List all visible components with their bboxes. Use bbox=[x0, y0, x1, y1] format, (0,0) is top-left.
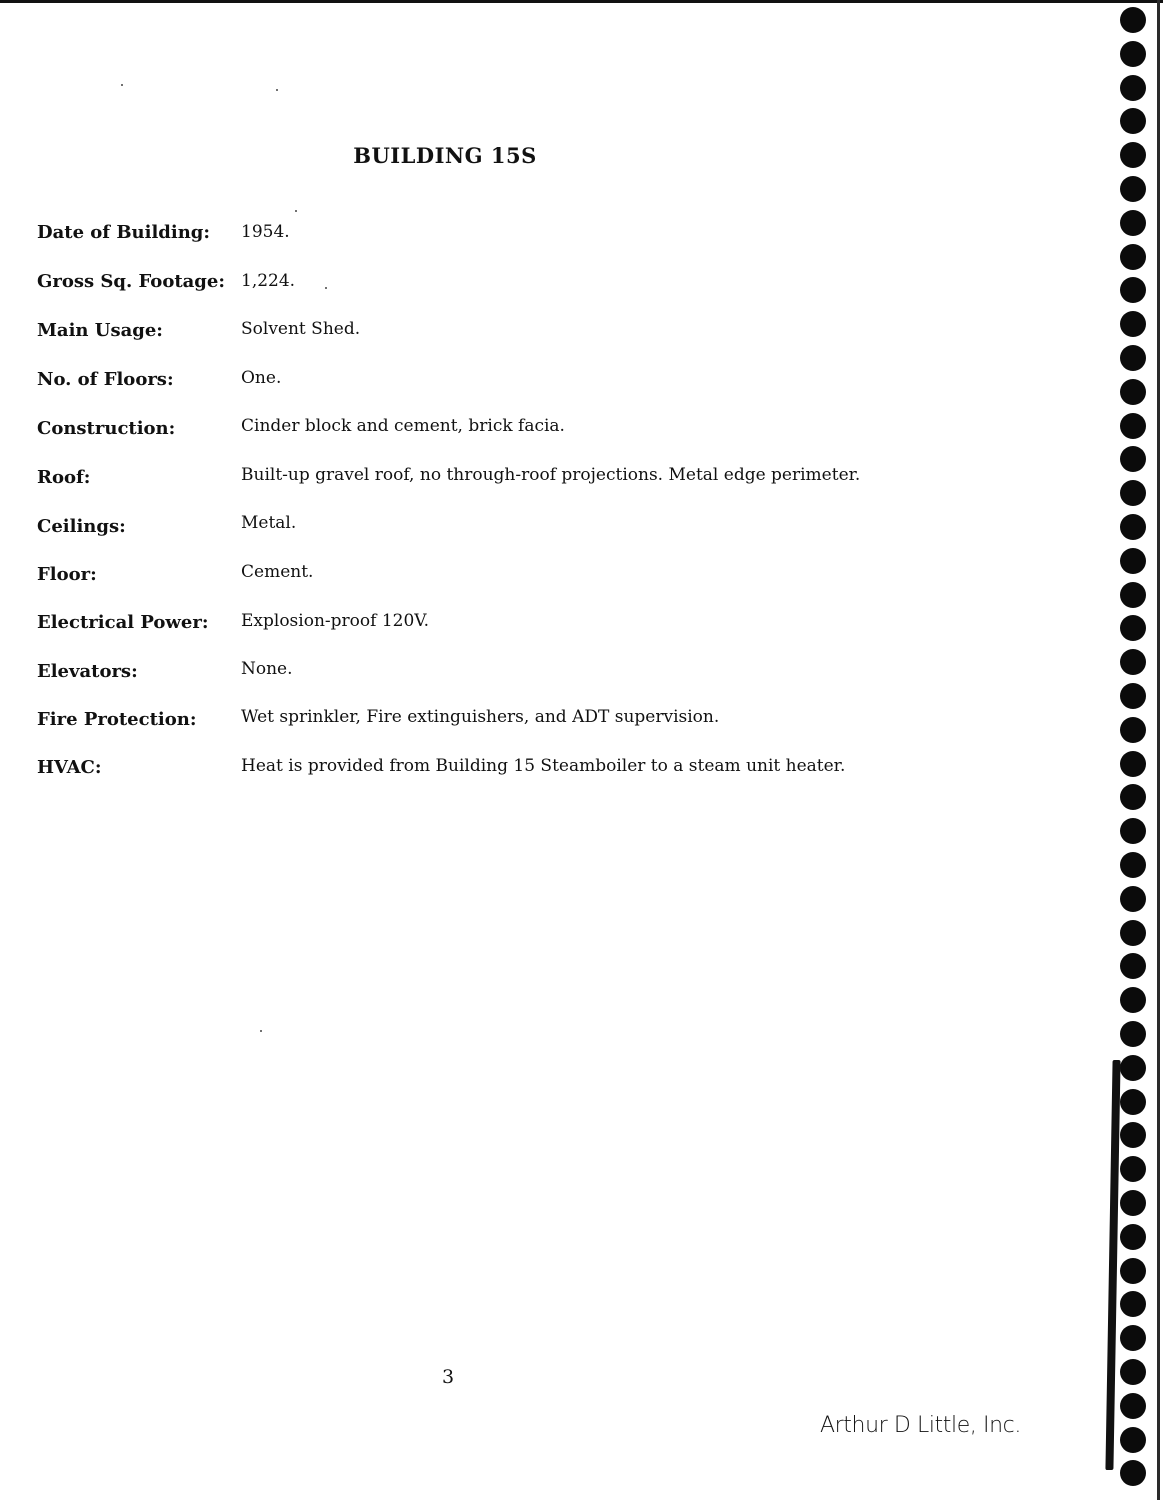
binding-hole bbox=[1120, 108, 1146, 134]
binding-bar bbox=[1105, 1060, 1120, 1470]
binding-hole bbox=[1120, 751, 1146, 777]
scan-speck bbox=[295, 210, 297, 212]
binding-hole bbox=[1120, 379, 1146, 405]
binding-hole bbox=[1120, 1055, 1146, 1081]
page-number: 3 bbox=[442, 1366, 455, 1388]
binding-hole bbox=[1120, 1427, 1146, 1453]
binding-hole bbox=[1120, 548, 1146, 574]
company-logo: Arthur D Little, Inc. bbox=[820, 1413, 1021, 1438]
binding-hole bbox=[1120, 649, 1146, 675]
binding-hole bbox=[1120, 480, 1146, 506]
binding-hole bbox=[1120, 1359, 1146, 1385]
field-label-roof: Roof: bbox=[37, 467, 91, 488]
binding-hole bbox=[1120, 514, 1146, 540]
scan-speck bbox=[325, 287, 327, 289]
field-label-electrical: Electrical Power: bbox=[37, 612, 209, 633]
binding-hole bbox=[1120, 1224, 1146, 1250]
binding-hole bbox=[1120, 176, 1146, 202]
page-edge-rule bbox=[1157, 0, 1160, 1500]
binding-hole bbox=[1120, 683, 1146, 709]
binding-hole bbox=[1120, 1325, 1146, 1351]
binding-hole bbox=[1120, 920, 1146, 946]
field-label-ceilings: Ceilings: bbox=[37, 516, 126, 537]
binding-hole bbox=[1120, 446, 1146, 472]
field-value-floors: One. bbox=[241, 368, 282, 388]
field-label-fire-protection: Fire Protection: bbox=[37, 709, 197, 730]
binding-hole bbox=[1120, 1291, 1146, 1317]
binding-hole bbox=[1120, 142, 1146, 168]
binding-hole bbox=[1120, 987, 1146, 1013]
field-label-elevators: Elevators: bbox=[37, 661, 138, 682]
scan-speck bbox=[121, 84, 123, 86]
binding-hole bbox=[1120, 413, 1146, 439]
binding-hole bbox=[1120, 277, 1146, 303]
binding-hole bbox=[1120, 886, 1146, 912]
field-label-date: Date of Building: bbox=[37, 222, 211, 243]
binding-hole bbox=[1120, 1190, 1146, 1216]
binding-hole bbox=[1120, 311, 1146, 337]
field-value-construction: Cinder block and cement, brick facia. bbox=[241, 416, 565, 436]
scan-speck bbox=[260, 1030, 262, 1032]
binding-hole bbox=[1120, 1122, 1146, 1148]
binding-hole bbox=[1120, 41, 1146, 67]
field-value-footage: 1,224. bbox=[241, 271, 296, 291]
field-label-construction: Construction: bbox=[37, 418, 176, 439]
field-label-usage: Main Usage: bbox=[37, 320, 163, 341]
binding-hole bbox=[1120, 953, 1146, 979]
binding-hole bbox=[1120, 1156, 1146, 1182]
field-label-floors: No. of Floors: bbox=[37, 369, 174, 390]
binding-hole bbox=[1120, 1258, 1146, 1284]
binding-hole bbox=[1120, 717, 1146, 743]
binding-hole bbox=[1120, 1021, 1146, 1047]
binding-hole bbox=[1120, 7, 1146, 33]
binding-hole bbox=[1120, 244, 1146, 270]
binding-hole bbox=[1120, 75, 1146, 101]
binding-hole bbox=[1120, 784, 1146, 810]
binding-hole bbox=[1120, 582, 1146, 608]
binding-hole bbox=[1120, 818, 1146, 844]
field-value-date: 1954. bbox=[241, 222, 290, 242]
binding-hole bbox=[1120, 1393, 1146, 1419]
field-value-usage: Solvent Shed. bbox=[241, 319, 361, 339]
field-value-fire-protection: Wet sprinkler, Fire extinguishers, and ADT supervision. bbox=[241, 707, 720, 727]
binding-hole bbox=[1120, 1460, 1146, 1486]
field-label-hvac: HVAC: bbox=[37, 757, 102, 778]
field-value-hvac: Heat is provided from Building 15 Steamboiler to a steam unit heater. bbox=[241, 756, 846, 776]
field-value-elevators: None. bbox=[241, 659, 293, 679]
scan-speck bbox=[276, 89, 278, 91]
field-value-ceilings: Metal. bbox=[241, 513, 297, 533]
page-title: BUILDING 15S bbox=[353, 143, 537, 168]
binding-hole bbox=[1120, 1089, 1146, 1115]
binding-hole bbox=[1120, 210, 1146, 236]
field-value-electrical: Explosion-proof 120V. bbox=[241, 611, 429, 631]
field-value-floor: Cement. bbox=[241, 562, 314, 582]
page-top-border bbox=[0, 0, 1163, 3]
binding-hole bbox=[1120, 345, 1146, 371]
field-label-floor: Floor: bbox=[37, 564, 97, 585]
field-value-roof: Built-up gravel roof, no through-roof projections. Metal edge perimeter. bbox=[241, 465, 861, 485]
field-label-footage: Gross Sq. Footage: bbox=[37, 271, 225, 292]
binding-hole bbox=[1120, 615, 1146, 641]
binding-hole bbox=[1120, 852, 1146, 878]
